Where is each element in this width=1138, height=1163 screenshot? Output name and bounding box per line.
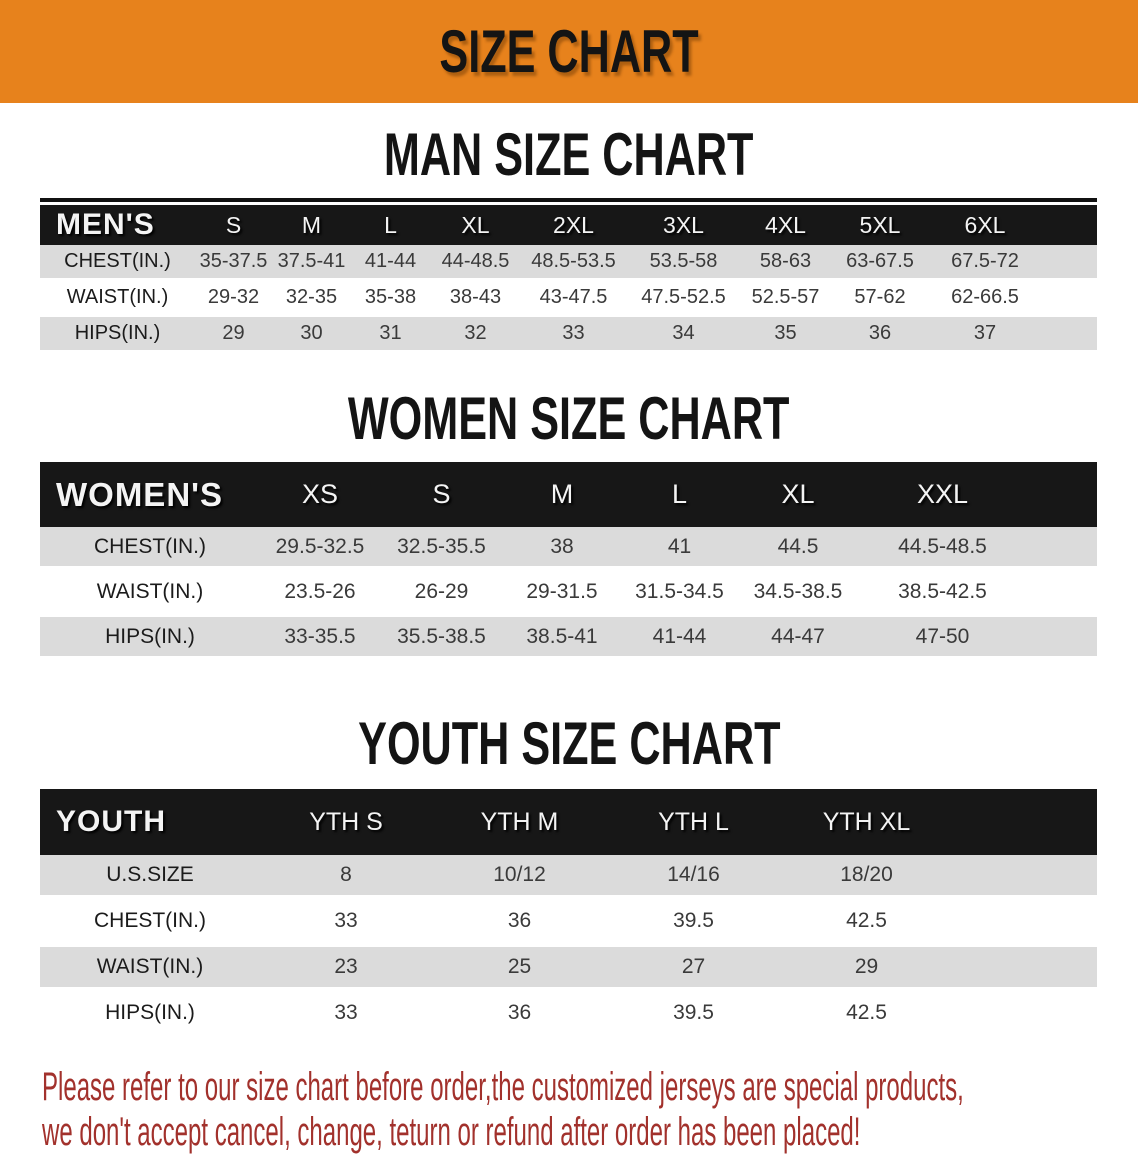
men-row-chest-in (40, 245, 1097, 281)
youth-hips-in-yth-s: 33 (260, 993, 432, 1039)
men-corner-label: MEN'S (40, 205, 195, 245)
men-hips-in-4xl: 35 (741, 317, 830, 353)
youth-hips-in-yth-m: 36 (432, 993, 607, 1039)
youth-size-table (40, 789, 1097, 1039)
men-header-filler (1040, 205, 1097, 245)
men-title (0, 123, 1138, 186)
men-size-table (40, 205, 1097, 353)
men-row-hips-in (40, 317, 1097, 353)
women-header-xl: XL (738, 462, 858, 527)
men-hips-in-s: 29 (195, 317, 272, 353)
men-header-2xl: 2XL (521, 205, 626, 245)
women-row-filler (1027, 572, 1097, 617)
youth-u-s-size-yth-m: 10/12 (432, 855, 607, 901)
youth-u-s-size-yth-xl: 18/20 (780, 855, 953, 901)
women-waist-in-m: 29-31.5 (503, 572, 621, 617)
men-chest-in-5xl: 63-67.5 (830, 245, 930, 281)
youth-row-filler (953, 855, 1097, 901)
men-header-m: M (272, 205, 351, 245)
women-chest-in-xs: 29.5-32.5 (260, 527, 380, 572)
youth-chest-in-yth-xl: 42.5 (780, 901, 953, 947)
men-header-3xl: 3XL (626, 205, 741, 245)
youth-waist-in-yth-xl: 29 (780, 947, 953, 993)
men-header-l: L (351, 205, 430, 245)
men-chest-in-m: 37.5-41 (272, 245, 351, 281)
youth-table-wrap (40, 789, 1097, 1039)
youth-header-row (40, 789, 1097, 855)
men-chest-in-4xl: 58-63 (741, 245, 830, 281)
youth-header-filler (953, 789, 1097, 855)
women-rowlabel-chest-in: CHEST(IN.) (40, 527, 260, 572)
men-hips-in-m: 30 (272, 317, 351, 353)
women-title (0, 387, 1138, 450)
youth-row-filler (953, 993, 1097, 1039)
youth-rowlabel-chest-in: CHEST(IN.) (40, 901, 260, 947)
women-waist-in-xl: 34.5-38.5 (738, 572, 858, 617)
men-waist-in-5xl: 57-62 (830, 281, 930, 317)
women-row-filler (1027, 617, 1097, 662)
women-row-chest-in (40, 527, 1097, 572)
men-hips-in-xl: 32 (430, 317, 521, 353)
youth-section (0, 712, 1138, 1039)
youth-waist-in-yth-l: 27 (607, 947, 780, 993)
women-section (0, 387, 1138, 662)
men-row-filler (1040, 245, 1097, 281)
men-chest-in-6xl: 67.5-72 (930, 245, 1040, 281)
women-hips-in-xs: 33-35.5 (260, 617, 380, 662)
men-waist-in-s: 29-32 (195, 281, 272, 317)
women-chest-in-xl: 44.5 (738, 527, 858, 572)
charts-main (0, 123, 1138, 1039)
men-header-xl: XL (430, 205, 521, 245)
youth-row-filler (953, 901, 1097, 947)
youth-chest-in-yth-l: 39.5 (607, 901, 780, 947)
women-header-s: S (380, 462, 503, 527)
disclaimer-line-1: Please refer to our size chart before order,the customized jerseys are special products, (42, 1065, 964, 1109)
men-chest-in-l: 41-44 (351, 245, 430, 281)
women-row-filler (1027, 527, 1097, 572)
men-rowlabel-hips-in: HIPS(IN.) (40, 317, 195, 353)
men-chest-in-s: 35-37.5 (195, 245, 272, 281)
women-hips-in-l: 41-44 (621, 617, 738, 662)
youth-row-u-s-size (40, 855, 1097, 901)
women-hips-in-xl: 44-47 (738, 617, 858, 662)
men-header-5xl: 5XL (830, 205, 930, 245)
women-corner-label: WOMEN'S (40, 462, 260, 527)
youth-hips-in-yth-l: 39.5 (607, 993, 780, 1039)
men-table-topline (40, 198, 1097, 202)
men-waist-in-4xl: 52.5-57 (741, 281, 830, 317)
youth-header-yth-m: YTH M (432, 789, 607, 855)
women-title-text: WOMEN SIZE CHART (348, 385, 790, 452)
women-chest-in-m: 38 (503, 527, 621, 572)
youth-title-text: YOUTH SIZE CHART (357, 710, 781, 777)
men-row-filler (1040, 317, 1097, 353)
men-waist-in-6xl: 62-66.5 (930, 281, 1040, 317)
men-chest-in-3xl: 53.5-58 (626, 245, 741, 281)
youth-chest-in-yth-m: 36 (432, 901, 607, 947)
youth-row-filler (953, 947, 1097, 993)
women-hips-in-xxl: 47-50 (858, 617, 1027, 662)
youth-chest-in-yth-s: 33 (260, 901, 432, 947)
disclaimer-line-2: we don't accept cancel, change, teturn or refund after order has been placed! (42, 1110, 861, 1154)
youth-waist-in-yth-s: 23 (260, 947, 432, 993)
men-table-wrap (40, 198, 1097, 353)
youth-header-yth-l: YTH L (607, 789, 780, 855)
women-waist-in-xxl: 38.5-42.5 (858, 572, 1027, 617)
men-hips-in-3xl: 34 (626, 317, 741, 353)
women-header-m: M (503, 462, 621, 527)
youth-waist-in-yth-m: 25 (432, 947, 607, 993)
men-hips-in-l: 31 (351, 317, 430, 353)
youth-u-s-size-yth-l: 14/16 (607, 855, 780, 901)
women-header-xs: XS (260, 462, 380, 527)
disclaimer (42, 1065, 1138, 1155)
women-header-filler (1027, 462, 1097, 527)
women-waist-in-l: 31.5-34.5 (621, 572, 738, 617)
women-rowlabel-hips-in: HIPS(IN.) (40, 617, 260, 662)
men-rowlabel-chest-in: CHEST(IN.) (40, 245, 195, 281)
women-waist-in-xs: 23.5-26 (260, 572, 380, 617)
women-chest-in-l: 41 (621, 527, 738, 572)
youth-rowlabel-waist-in: WAIST(IN.) (40, 947, 260, 993)
women-table-wrap (40, 462, 1097, 662)
youth-rowlabel-u-s-size: U.S.SIZE (40, 855, 260, 901)
youth-header-yth-s: YTH S (260, 789, 432, 855)
men-header-row (40, 205, 1097, 245)
men-header-4xl: 4XL (741, 205, 830, 245)
women-header-row (40, 462, 1097, 527)
men-chest-in-2xl: 48.5-53.5 (521, 245, 626, 281)
women-hips-in-s: 35.5-38.5 (380, 617, 503, 662)
men-row-filler (1040, 281, 1097, 317)
youth-corner-label: YOUTH (40, 789, 260, 855)
women-waist-in-s: 26-29 (380, 572, 503, 617)
men-title-text: MAN SIZE CHART (384, 121, 754, 188)
men-hips-in-6xl: 37 (930, 317, 1040, 353)
women-header-xxl: XXL (858, 462, 1027, 527)
youth-header-yth-xl: YTH XL (780, 789, 953, 855)
youth-title (0, 712, 1138, 775)
youth-u-s-size-yth-s: 8 (260, 855, 432, 901)
women-rowlabel-waist-in: WAIST(IN.) (40, 572, 260, 617)
men-header-s: S (195, 205, 272, 245)
women-chest-in-xxl: 44.5-48.5 (858, 527, 1027, 572)
men-hips-in-5xl: 36 (830, 317, 930, 353)
men-row-waist-in (40, 281, 1097, 317)
women-header-l: L (621, 462, 738, 527)
youth-hips-in-yth-xl: 42.5 (780, 993, 953, 1039)
women-chest-in-s: 32.5-35.5 (380, 527, 503, 572)
men-waist-in-xl: 38-43 (430, 281, 521, 317)
women-size-table (40, 462, 1097, 662)
youth-row-waist-in (40, 947, 1097, 993)
men-rowlabel-waist-in: WAIST(IN.) (40, 281, 195, 317)
youth-row-hips-in (40, 993, 1097, 1039)
banner (0, 0, 1138, 103)
men-waist-in-l: 35-38 (351, 281, 430, 317)
youth-row-chest-in (40, 901, 1097, 947)
women-hips-in-m: 38.5-41 (503, 617, 621, 662)
men-waist-in-3xl: 47.5-52.5 (626, 281, 741, 317)
women-row-waist-in (40, 572, 1097, 617)
men-waist-in-m: 32-35 (272, 281, 351, 317)
men-hips-in-2xl: 33 (521, 317, 626, 353)
men-waist-in-2xl: 43-47.5 (521, 281, 626, 317)
youth-rowlabel-hips-in: HIPS(IN.) (40, 993, 260, 1039)
men-header-6xl: 6XL (930, 205, 1040, 245)
banner-title (389, 20, 749, 83)
men-section (0, 123, 1138, 353)
men-chest-in-xl: 44-48.5 (430, 245, 521, 281)
banner-title-text: SIZE CHART (439, 18, 699, 85)
women-row-hips-in (40, 617, 1097, 662)
